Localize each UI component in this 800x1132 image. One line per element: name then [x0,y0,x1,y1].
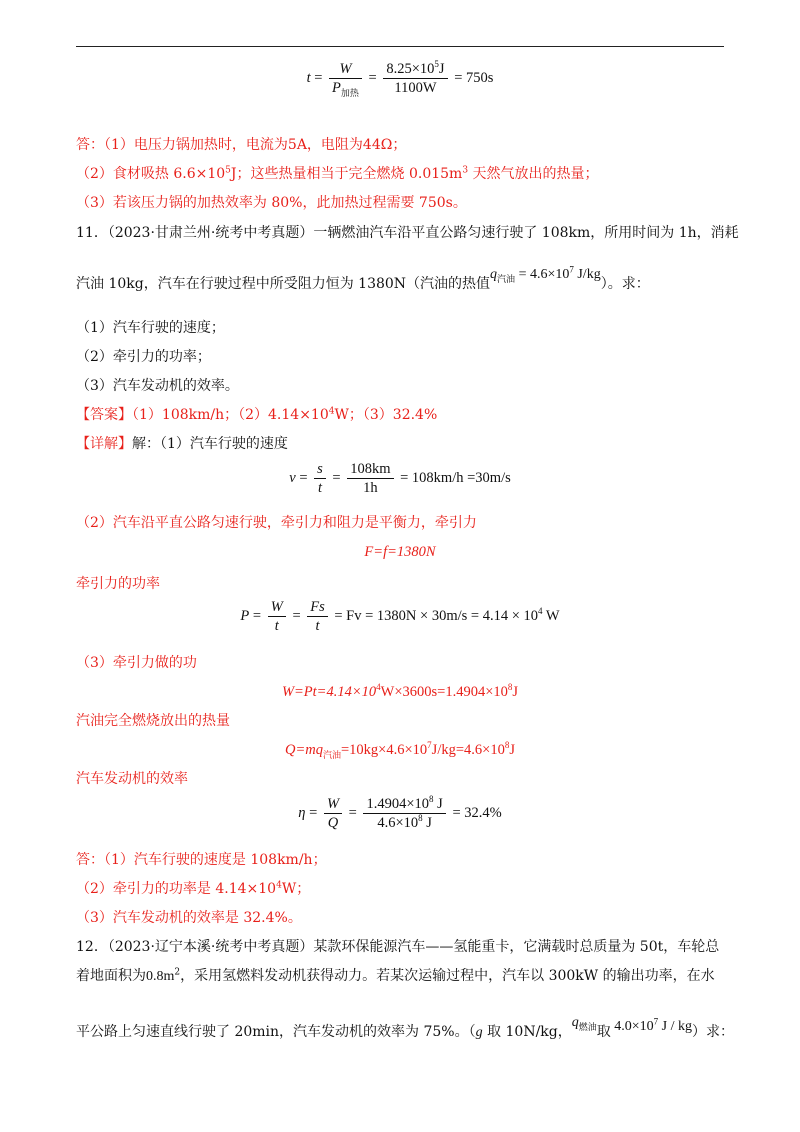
answer-11-line1: 答：（1）汽车行驶的速度是 108km/h； [76,852,327,868]
question-11-sub2: （2）牵引力的功率； [76,349,211,365]
question-11-line2: 汽油 10kg，汽车在行驶过程中所受阻力恒为 1380N（汽油的热值$q_{汽油} = 4.6\times 10^7$ J/kg）。求： [76,264,650,292]
header-rule [76,46,724,47]
answer-11-line3: （3）汽车发动机的效率是 32.4%。 [76,910,302,926]
answer-prev-line1: 答：（1）电压力锅加热时，电流为5A，电阻为44Ω； [76,137,407,153]
step-3-equation: $W=Pt=4.14\times 10^4W\times 3600s=1.4904\times 10^8J$ [281,682,519,700]
question-11-sub1: （1）汽车行驶的速度； [76,320,225,336]
question-12-line3: 平公路上匀速直线行驶了 20min，汽车发动机的效率为 75%。（g 取 10N/kg，$q_{燃油}$取 $4.0\times 10^7$ J / kg）求： [76,1015,735,1040]
step-2-text: （2）汽车沿平直公路匀速行驶，牵引力和阻力是平衡力，牵引力 [76,515,477,531]
question-11-line1: 11．（2023·甘肃兰州·统考中考真题）一辆燃油汽车沿平直公路匀速行驶了 108km，所用时间为 1h，消耗 [76,225,739,241]
equation-power: P = $\frac{W}{t}$ = $\frac{Fs}{t}$ = $Fv = 1380N \times 30m/s = 4.14 \times 10^4$ W [240,599,560,634]
question-12-line2: 着地面积为$0.8m^2$，采用氢燃料发动机获得动力。若某次运输过程中，汽车以 300kW 的输出功率，在水 [76,967,715,984]
question-11-sub3: （3）汽车发动机的效率。 [76,378,239,394]
equation-time: t = $\frac{W}{P_{加热}}$ = $\frac{8.25\times 10^5J}{1100W}$ = 750s [306,59,494,98]
efficiency-label: 汽车发动机的效率 [76,771,188,787]
heat-equation: $Q=mq_{汽油}=10kg\times 4.6\times 10^7J/kg=4.6\times 10^8J$ [285,740,515,760]
answer-prev-line3: （3）若该压力锅的加热效率为 80%，此加热过程需要 750s。 [76,195,467,211]
answer-prev-line2: （2）食材吸热 $6.6\times 10^5J$；这些热量相当于完全燃烧 $0.015m^3$ 天然气放出的热量； [76,165,599,182]
equation-velocity: v = $\frac{s}{t}$ = $\frac{108km}{1h}$ = 108km/h =30m/s [289,461,511,496]
detail-11: 【详解】解：（1）汽车行驶的速度 [76,436,288,452]
answer-11: 【答案】（1）108km/h；$(2)4.14\times 10^4W$；（3）32.4% [76,406,438,423]
answer-11-line2: （2）牵引力的功率是 $4.14\times 10^4W$； [76,880,311,897]
step-3-text: （3）牵引力做的功 [76,655,197,671]
question-12-line1: 12．（2023·辽宁本溪·统考中考真题）某款环保能源汽车——氢能重卡，它满载时总质量为 50t，车轮总 [76,939,720,955]
equation-efficiency: η = $\frac{W}{Q}$ = $\frac{1.4904\times 10^8 J}{4.6\times 10^8 J}$ = 32.4% [298,794,502,831]
heat-label: 汽油完全燃烧放出的热量 [76,713,230,729]
power-label: 牵引力的功率 [76,576,160,592]
step-2-equation: F=f=1380N [364,544,436,560]
